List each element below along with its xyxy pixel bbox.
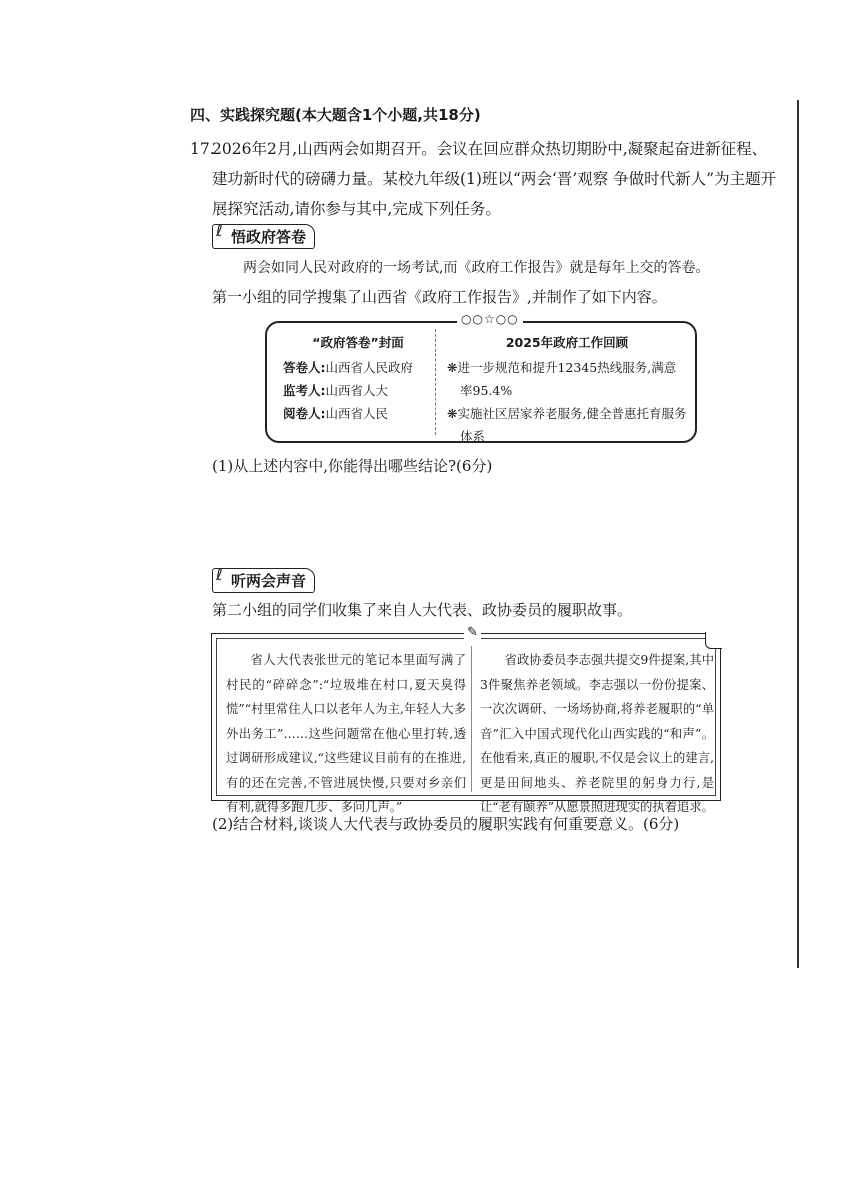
cover-row: 答卷人:山西省人民政府 [283, 360, 414, 375]
part1-text: 第一小组的同学搜集了山西省《政府工作报告》,并制作了如下内容。 [212, 288, 667, 306]
stories-box [211, 625, 721, 814]
question-intro [190, 134, 780, 224]
part1-question: (1)从上述内容中,你能得出哪些结论?(6分) [212, 457, 493, 475]
question-number: 17. [190, 140, 215, 158]
part1-tag-label: 悟政府答卷 [231, 228, 307, 246]
part2-tag [212, 565, 315, 593]
paperclip-icon: ℓ [216, 221, 223, 240]
cover-column [283, 331, 433, 425]
stories-divider [471, 646, 472, 792]
government-report-box [265, 312, 697, 444]
part1-tag [212, 221, 315, 249]
cover-title: “政府答卷”封面 [312, 335, 404, 350]
cover-row: 阅卷人:山西省人民 [283, 406, 389, 421]
review-column [447, 331, 687, 448]
review-item: ❋实施社区居家养老服务,健全普惠托育服务体系 [447, 406, 687, 444]
part1-lead: 两会如同人民对政府的一场考试,而《政府工作报告》就是每年上交的答卷。 [243, 260, 710, 276]
page-fold-corner [705, 632, 722, 649]
box-divider [435, 329, 436, 435]
section-title: 四、实践探究题(本大题含1个小题,共18分) [190, 106, 481, 124]
story-deputy: 省人大代表张世元的笔记本里面写满了村民的“碎碎念”:“垃圾堆在村口,夏天臭得慌”“村里常住人口以老年人为主,年轻人大多外出务工”……这些问题常在他心里打转,透过调研形成建议,“这些建议目前有的在推进,有的还在完善,不管进展快慢,只要对乡亲们有利,就得多跑几步、多问几声。” [226, 653, 466, 814]
part2-question: (2)结合材料,谈谈人大代表与政协委员的履职实践有何重要意义。(6分) [212, 815, 680, 833]
cover-row: 监考人:山西省人大 [283, 383, 389, 398]
part2-tag-label: 听两会声音 [231, 572, 307, 590]
question-intro-text: 2026年2月,山西两会如期召开。会议在回应群众热切期盼中,凝聚起奋进新征程、建功新时代的磅礴力量。某校九年级(1)班以“两会‘晋’观察 争做时代新人”为主题开展探究活动,请你参与其中,完成下列任务。 [212, 140, 777, 218]
review-title: 2025年政府工作回顾 [505, 335, 629, 350]
part2-text: 第二小组的同学们收集了来自人大代表、政协委员的履职故事。 [212, 601, 633, 619]
paperclip-icon: ℓ [216, 565, 223, 584]
story-cppcc-member: 省政协委员李志强共提交9件提案,其中3件聚焦养老领域。李志强以一份份提案、一次次调研、一场场协商,将养老履职的“单音”汇入中国式现代化山西实践的“和声”。在他看来,真正的履职,不仅是会议上的建言,更是田间地头、养老院里的躬身力行,是让“老有颐养”从愿景照进现实的执着追求。 [480, 653, 714, 814]
review-item: ❋进一步规范和提升12345热线服务,满意率95.4% [447, 360, 677, 398]
decoration-stars: ○○☆○○ [457, 312, 523, 326]
page-binding-rule [797, 100, 799, 968]
pushpin-icon: ✎ [464, 625, 481, 640]
